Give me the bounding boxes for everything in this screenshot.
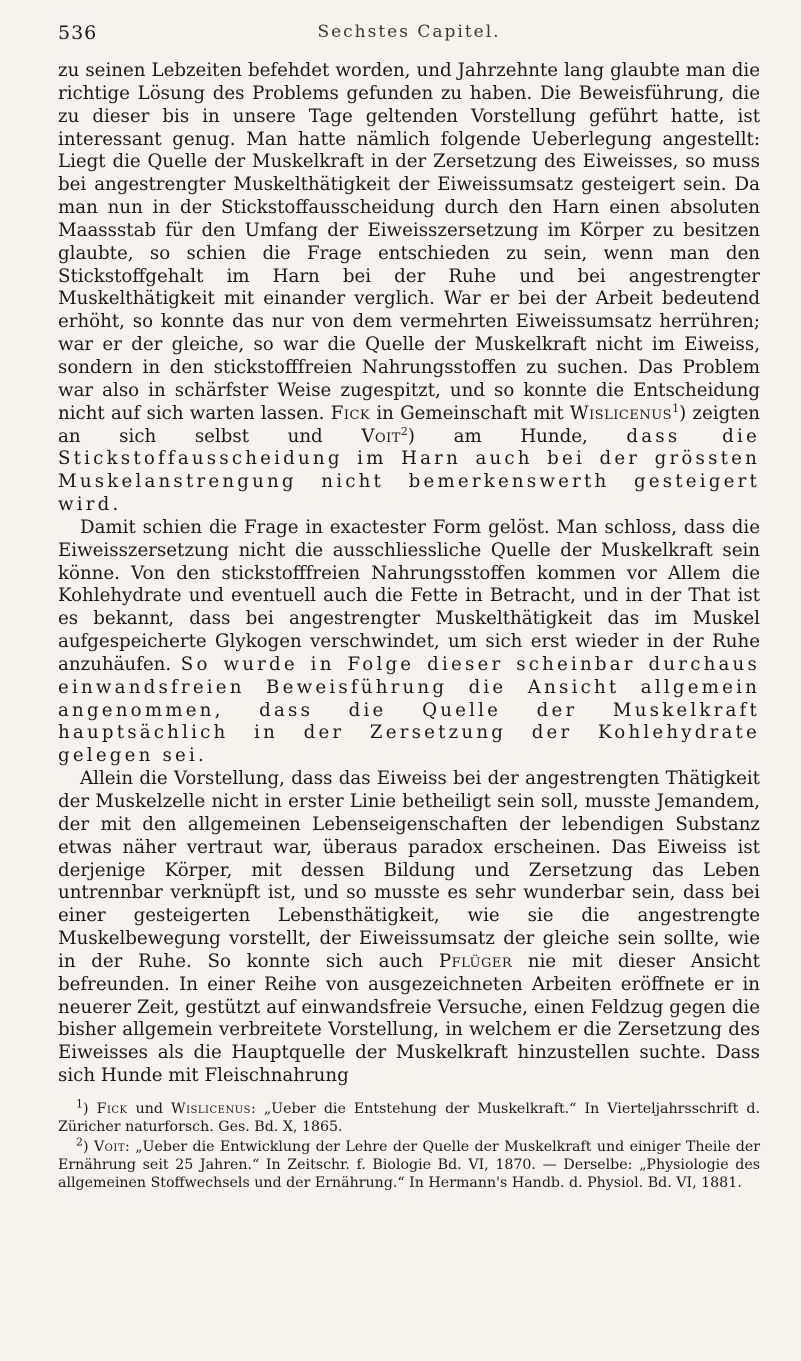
text-run: 1	[672, 401, 680, 415]
text-run: 2	[400, 424, 408, 438]
text-run: in Gemeinschaft mit	[370, 402, 570, 424]
text-run: : „Ueber die Entwicklung der Lehre der Quelle der Muskelkraft und einiger Theile der Ernährung seit 25 Jahren.“ In Zeitschr. f. Biologie Bd. VI, 1870. — Derselbe: „Physiologie des allgemeinen Stoffwechsels und der Ernährung.“ In Hermann's Handb. d. Physiol. Bd. VI, 1881.	[58, 1138, 761, 1191]
text-run: Pflüger	[438, 950, 513, 972]
footnote-2	[58, 1135, 761, 1192]
paragraph-2	[58, 517, 760, 768]
text-run: : „Ueber die Entstehung der Muskelkraft.“ In Vierteljahrsschrift d. Züricher naturforsch. Ges. Bd. X, 1865.	[58, 1100, 760, 1135]
text-run: Damit schien die Frage in exactester Form gelöst. Man schloss, dass die Eiweisszersetzung nicht die ausschliessliche Quelle der Muskelkraft sein könne. Von den stickstofffreien Nahrungsstoffen kommen vor Allem die Kohlehydrate und eventuell auch die Fette in Betracht, und in der That ist es bekannt, dass bei angestrengter Muskelthätigkeit das im Muskel aufgespeicherte Glykogen verschwindet, um sich erst wieder in der Ruhe anzuhäufen.	[58, 516, 760, 675]
text-run: 2	[76, 1135, 83, 1149]
paragraph-1	[58, 60, 760, 517]
text-run: dass die Stickstoffausscheidung im Harn auch bei der grössten Muskelanstrengung nicht bemerkenswerth gesteigert wird.	[58, 425, 760, 516]
text-run: Fick	[96, 1100, 128, 1117]
text-run: ) am Hunde,	[407, 425, 627, 447]
text-run: Allein die Vorstellung, dass das Eiweiss bei der angestrengten Thätigkeit der Muskelzelle nicht in erster Linie betheiligt sein soll, musste Jemandem, der mit den allgemeinen Lebenseigenschaften der lebendigen Substanz etwas näher vertraut war, überaus paradox erscheinen. Das Eiweiss ist derjenige Körper, mit dessen Bildung und Zersetzung das Leben untrennbar verknüpft ist, und so musste es sehr wunderbar sein, dass bei einer gesteigerten Lebensthätigkeit, wie sie die angestrengte Muskelbewegung vorstellt, der Eiweissumsatz der gleiche sein sollte, wie in der Ruhe. So konnte sich auch	[58, 768, 760, 972]
text-run: zu seinen Lebzeiten befehdet worden, und Jahrzehnte lang glaubte man die richtige Lösung des Problems gefunden zu haben. Die Beweisführung, die zu dieser bis in unsere Tage geltenden Vorstellung geführt hatte, ist interessant genug. Man hatte nämlich folgende Ueberlegung angestellt: Liegt die Quelle der Muskelkraft in der Zersetzung des Eiweisses, so muss bei angestrengter Muskelthätigkeit der Eiweissumsatz gesteigert sein. Da man nun in der Stickstoffausscheidung durch den Harn einen absoluten Maassstab für den Umfang der Eiweisszersetzung im Körper zu besitzen glaubte, so schien die Frage entschieden zu sein, wenn man den Stickstoffgehalt im Harn bei der Ruhe und bei angestrengter Muskelthätigkeit mit einander verglich. War er bei der Arbeit bedeutend erhöht, so konnte das nur von dem vermehrten Eiweissumsatz herrühren; war er der gleiche, so war die Quelle der Muskelkraft nicht im Eiweiss, sondern in den stickstofffreien Nahrungsstoffen zu suchen. Das Problem war also in schärfster Weise zugespitzt, und so konnte die Entscheidung nicht auf sich warten lassen.	[58, 60, 760, 424]
text-run: )	[83, 1138, 94, 1155]
running-head: Sechstes Capitel.	[317, 22, 501, 42]
body-text	[58, 60, 760, 1088]
text-run: Voit	[361, 425, 401, 447]
text-run: Wislicenus	[569, 402, 673, 424]
page-number: 536	[58, 22, 98, 44]
paragraph-3	[58, 768, 760, 1088]
text-run: )	[83, 1100, 97, 1117]
text-run: Wislicenus	[171, 1100, 251, 1117]
text-run: Voit	[93, 1138, 126, 1155]
page-header	[58, 22, 760, 54]
text-run: nie mit dieser Ansicht befreunden. In einer Reihe von ausgezeichneten Arbeiten eröffnete er in neuerer Zeit, gestützt auf einwandsfreie Versuche, einen Feldzug gegen die bisher allgemein verbreitete Vorstellung, in welchem er die Zersetzung des Eiweisses als die Hauptquelle der Muskelkraft hinzustellen suchte. Dass sich Hunde mit Fleischnahrung	[58, 950, 760, 1087]
text-run: So wurde in Folge dieser scheinbar durchaus einwandsfreien Beweisführung die Ansicht allgemein angenommen, dass die Quelle der Muskelkraft hauptsächlich in der Zersetzung der Kohlehydrate gelegen sei.	[58, 653, 760, 767]
book-page	[58, 22, 760, 1194]
text-run: Fick	[330, 402, 371, 424]
text-run: ) zeigten an sich selbst und	[58, 402, 760, 447]
footnotes	[58, 1097, 761, 1192]
footnote-1	[58, 1097, 760, 1136]
text-run: 1	[76, 1097, 83, 1111]
text-run: und	[127, 1100, 172, 1117]
